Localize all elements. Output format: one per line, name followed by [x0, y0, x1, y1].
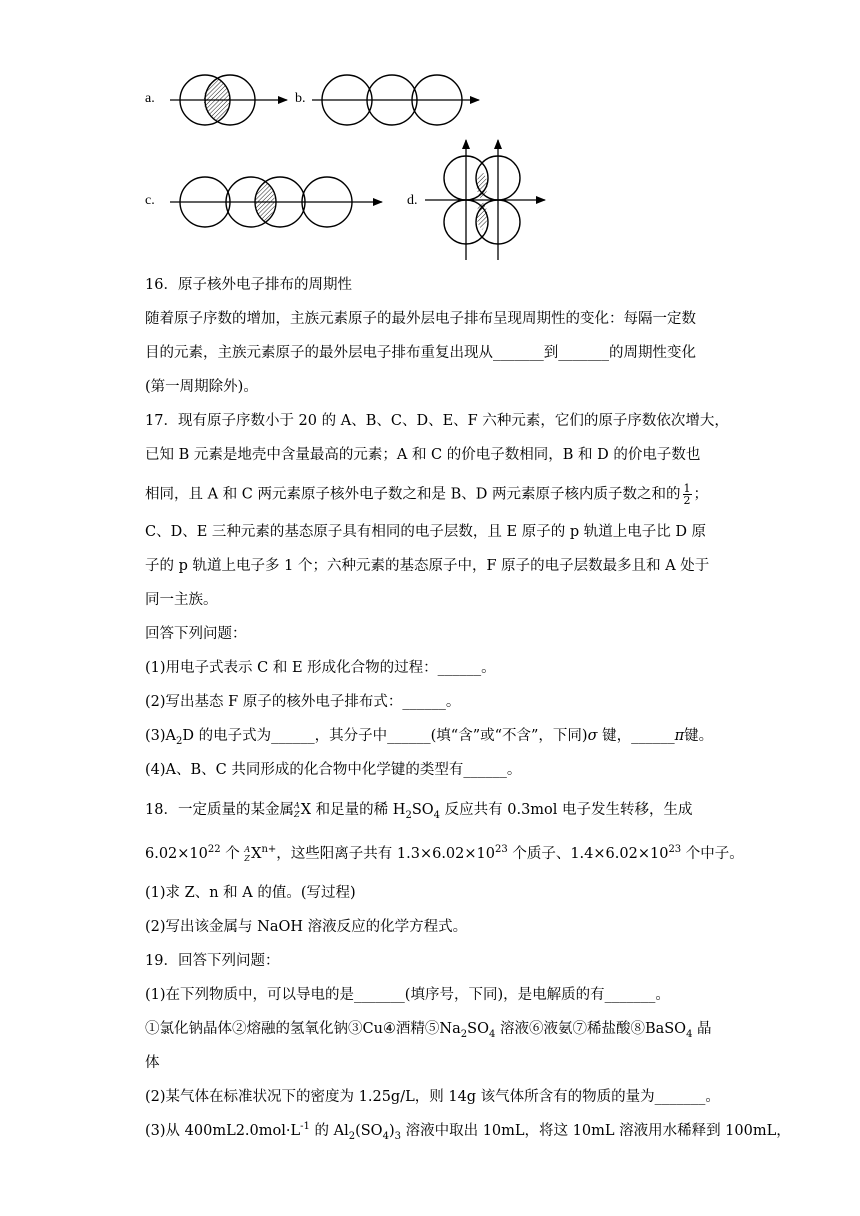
- figure-d-label: d.: [407, 193, 418, 208]
- q17-line1: 17．现有原子序数小于 20 的 A、B、C、D、E、F 六种元素，它们的原子序数依次增大，: [145, 413, 729, 429]
- q17-line4: C、D、E 三种元素的基态原子具有相同的电子层数，且 E 原子的 p 轨道上电子比 D 原: [145, 524, 707, 540]
- q17-sub3: $(3)A_2D$ 的电子式为______，其分子中______(填“含”或“不含”，下同)σ 键，______π键。: [145, 728, 714, 747]
- q19-substance-list: ①氯化钠晶体②熔融的氢氧化钠③Cu④酒精$⑤Na_2SO_4$ 溶液⑥液氨⑦稀盐酸⑧BaSO$_4$ 晶: [145, 1021, 712, 1040]
- q17-line6: 同一主族。: [145, 592, 218, 608]
- q17-line3: 相同，且 A 和 C 两元素原子核外电子数之和是 B、D 两元素原子核内质子数之和的 $\frac{1}{2}$ ；: [145, 482, 708, 507]
- q18-line2: $6.02\times 10^{22}$ 个 A Z $X^{n+}$，这些阳离子共有 $1.3\times 6.02\times 10^{23}$ 个质子、$1.4\times 6.02\times 10^{23}$ 个中子。: [145, 844, 744, 863]
- figure-a-overlap-two-orbitals: [160, 70, 290, 130]
- q19-sub3: (3)从 $400mL2.0mol\cdot L^{-1}$ 的 $Al_2(SO_4)_3$ 溶液中取出 10mL，将这 10mL 溶液用水稀释到 100mL，: [145, 1121, 791, 1142]
- figure-b-label: b.: [295, 91, 306, 106]
- q16-line2: 目的元素，主族元素原子的最外层电子排布重复出现从_______到_______的周期性变化: [145, 345, 696, 361]
- figure-a-label: a.: [145, 91, 155, 106]
- q19-substance-list-cont: 体: [145, 1055, 160, 1071]
- q17-sub1: (1)用电子式表示 C 和 E 形成化合物的过程：______。: [145, 660, 496, 676]
- q18-line1: 18．一定质量的某金属 A Z X 和足量的稀 $H_2SO_4$ 反应共有 0.3mol 电子发生转移，生成: [145, 801, 693, 821]
- figure-c-label: c.: [145, 193, 155, 208]
- q16-title: 16．原子核外电子排布的周期性: [145, 277, 352, 293]
- nuclide-symbol: A Z: [244, 845, 251, 863]
- q19-sub2: (2)某气体在标准状况下的密度为 1.25g/L，则 14g 该气体所含有的物质的量为_______。: [145, 1089, 720, 1105]
- q17-prompt: 回答下列问题：: [145, 626, 247, 642]
- fraction-one-half: $\frac{1}{2}$: [683, 482, 691, 507]
- figure-d-perpendicular-orbitals: [425, 138, 550, 263]
- q18-sub1: (1)求 Z、n 和 A 的值。(写过程): [145, 885, 356, 901]
- q17-line5: 子的 p 轨道上电子多 1 个；六种元素的基态原子中，F 原子的电子层数最多且和 A 处于: [145, 558, 710, 574]
- q17-line2: 已知 B 元素是地壳中含量最高的元素；A 和 C 的价电子数相同，B 和 D 的价电子数也: [145, 447, 701, 463]
- figure-b-three-orbitals: [312, 70, 482, 130]
- nuclide-symbol: A Z: [293, 801, 300, 819]
- q16-line1: 随着原子序数的增加，主族元素原子的最外层电子排布呈现周期性的变化：每隔一定数: [145, 311, 696, 327]
- q19-sub1: (1)在下列物质中，可以导电的是_______(填序号，下同)，是电解质的有_______。: [145, 987, 670, 1003]
- q17-sub2: (2)写出基态 F 原子的核外电子排布式：______。: [145, 694, 461, 710]
- q18-sub2: (2)写出该金属与 NaOH 溶液反应的化学方程式。: [145, 919, 468, 935]
- q16-line3: (第一周期除外)。: [145, 379, 258, 395]
- figure-c-four-orbitals: [160, 172, 385, 232]
- q19-title: 19．回答下列问题：: [145, 953, 280, 969]
- q17-sub4: (4)A、B、C 共同形成的化合物中化学键的类型有______。: [145, 762, 522, 778]
- overlap-region: [477, 201, 488, 230]
